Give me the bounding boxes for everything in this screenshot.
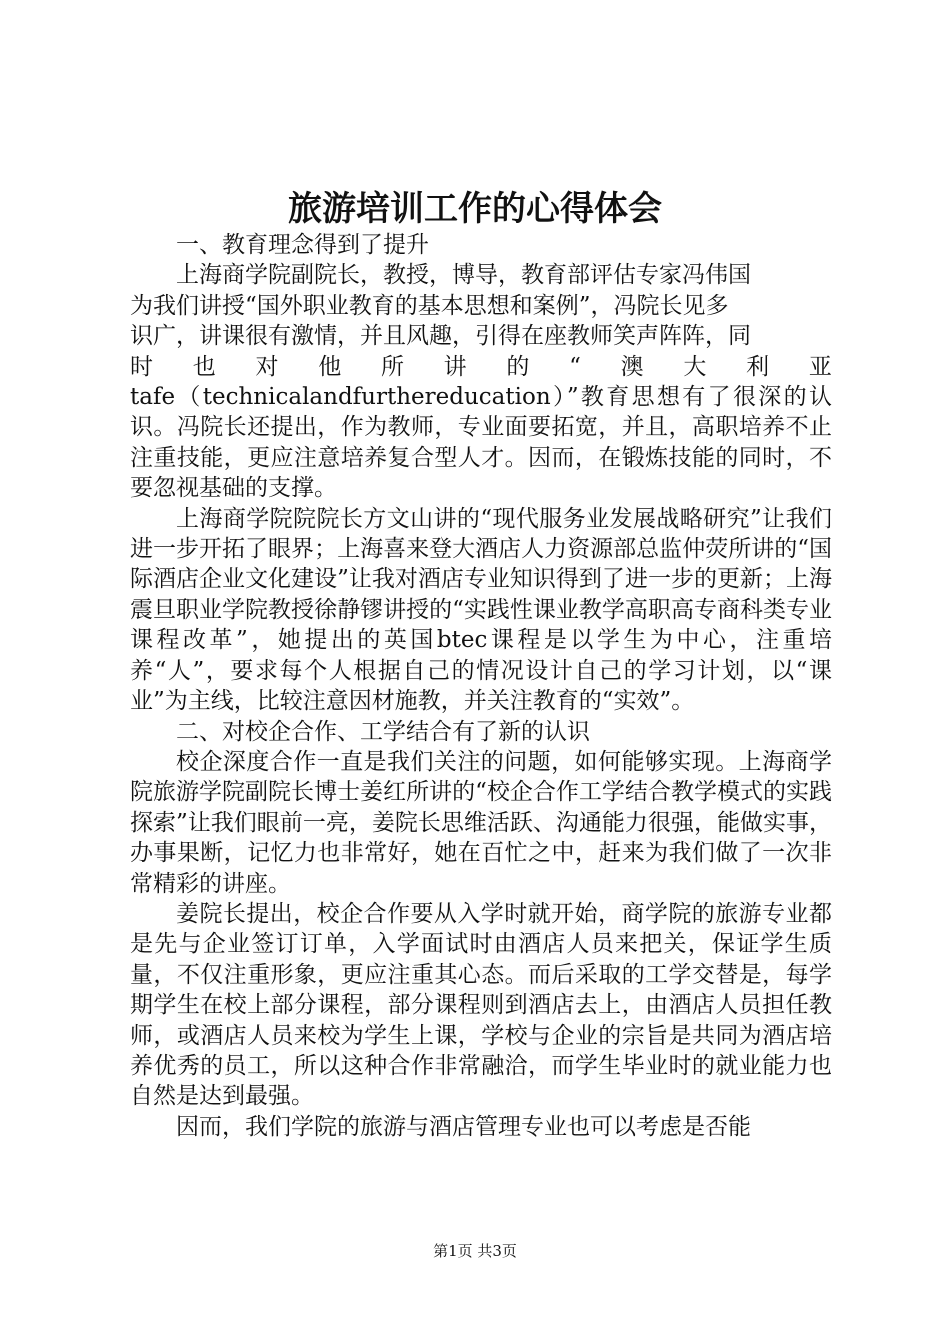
paragraph-5: 因而，我们学院的旅游与酒店管理专业也可以考虑是否能 — [176, 1113, 751, 1140]
paragraph-1-line-2: 为我们讲授“国外职业教育的基本思想和案例”，冯院长见多 — [130, 292, 729, 319]
spread-char: “ — [569, 353, 581, 380]
spread-char: 利 — [746, 353, 770, 380]
spread-char: 讲 — [443, 353, 467, 380]
spread-char: 所 — [380, 353, 404, 380]
page-footer: 第1页 共3页 — [433, 1242, 517, 1260]
paragraph-1-line-1: 上海商学院副院长，教授，博导，教育部评估专家冯伟国 — [176, 262, 751, 289]
section-heading-1: 一、教育理念得到了提升 — [176, 232, 429, 258]
spread-char: 对 — [255, 353, 279, 380]
paragraph-4: 姜院长提出，校企合作要从入学时就开始，商学院的旅游专业都是先与企业签订订单，入学面试时由酒店人员来把关，保证学生质量，不仅注重形象，更应注重其心态。而后采取的工学交替是，每学期学生在校上部分课程，部分课程则到酒店去上，由酒店人员担任教师，或酒店人员来校为学生上课，学校与企业的宗旨是共同为酒店培养优秀的员工，所以这种合作非常融洽，而学生毕业时的就业能力也自然是达到最强。 — [130, 900, 832, 1110]
paragraph-1-spread-line — [130, 352, 832, 382]
document-body — [130, 230, 832, 1142]
paragraph-1-line-3: 识广，讲课很有激情，并且风趣，引得在座教师笑声阵阵，同 — [130, 323, 751, 350]
page-title: 旅游培训工作的心得体会 — [288, 189, 662, 229]
spread-char: 也 — [192, 353, 216, 380]
spread-char: 澳 — [620, 353, 644, 380]
spread-char: 他 — [318, 353, 342, 380]
paragraph-3: 校企深度合作一直是我们关注的问题，如何能够实现。上海商学院旅游学院副院长博士姜红所讲的“校企合作工学结合教学模式的实践探索”让我们眼前一亮，姜院长思维活跃、沟通能力很强，能做实事，办事果断，记忆力也非常好，她在百忙之中，赶来为我们做了一次非常精彩的讲座。 — [130, 748, 832, 897]
spread-char: 大 — [683, 353, 707, 380]
spread-char: 时 — [130, 353, 153, 380]
paragraph-2: 上海商学院院院长方文山讲的“现代服务业发展战略研究”让我们进一步开拓了眼界；上海喜来登大酒店人力资源部总监仲荧所讲的“国际酒店企业文化建设”让我对酒店专业知识得到了进一步的更新；上海震旦职业学院教授徐静镠讲授的“实践性课业教学高职高专商科类专业课程改革”，她提出的英国btec课程是以学生为中心，注重培养“人”，要求每个人根据自己的情况设计自己的学习计划，以“课业”为主线，比较注意因材施教，并关注教育的“实效”。 — [130, 505, 832, 715]
spread-char: 亚 — [808, 353, 832, 380]
paragraph-1-rest: tafe（technicalandfurthereducation）”教育思想有了很深的认识。冯院长还提出，作为教师，专业面要拓宽，并且，高职培养不止注重技能，更应注意培养复合型人才。因而，在锻炼技能的同时，不要忽视基础的支撑。 — [130, 384, 832, 502]
spread-char: 的 — [506, 353, 530, 380]
section-heading-2: 二、对校企合作、工学结合有了新的认识 — [176, 718, 590, 745]
